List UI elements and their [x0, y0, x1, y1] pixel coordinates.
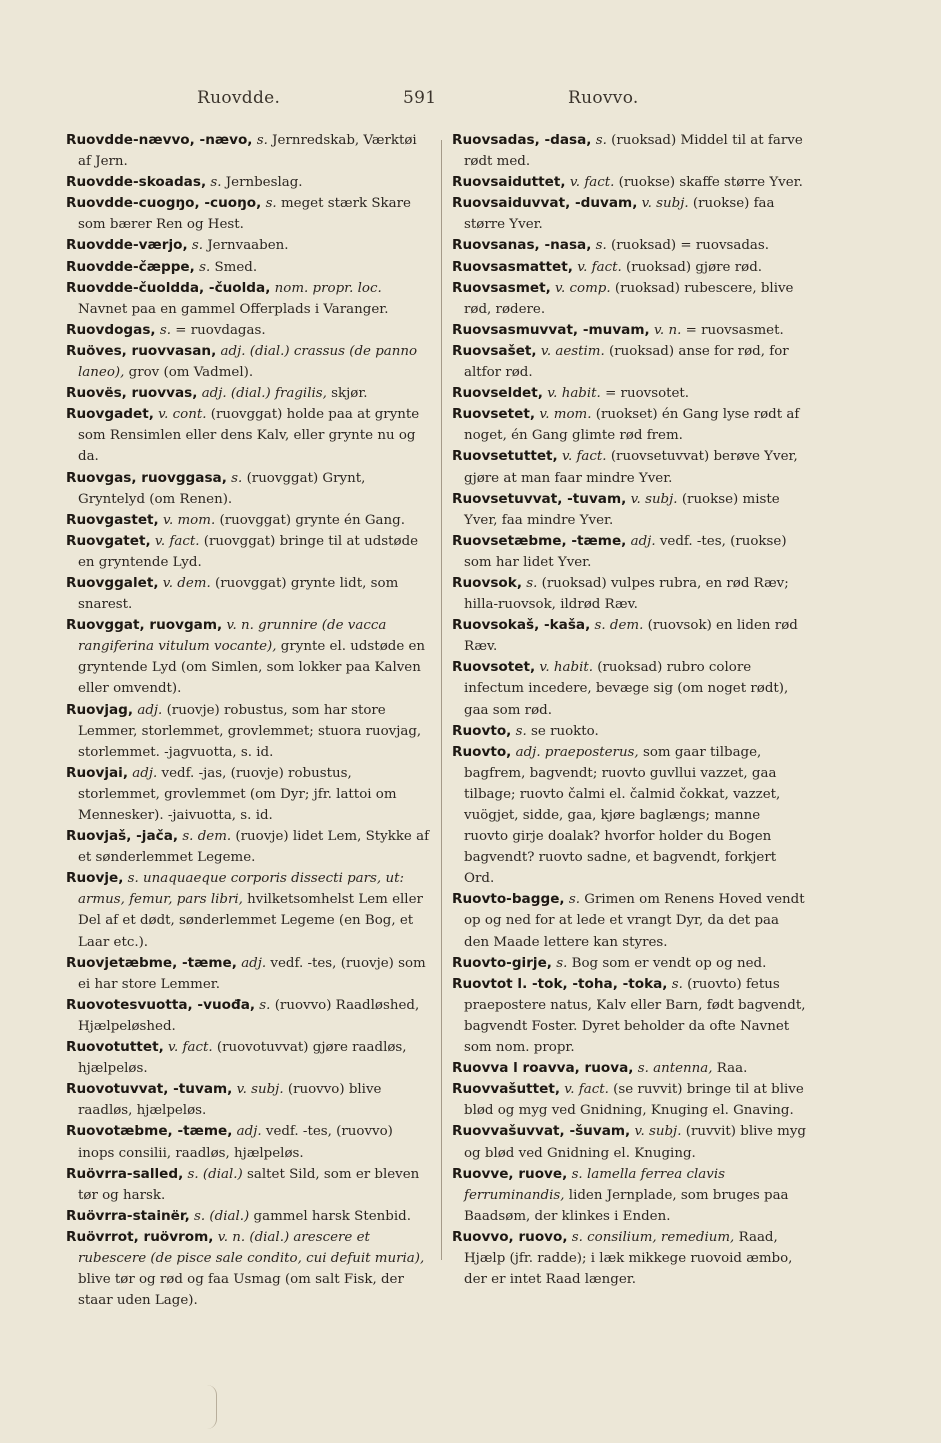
entry-headword: Ruövrrot, ruövrom, — [66, 1228, 214, 1245]
entry-definition: Jernvaaben. — [207, 238, 289, 254]
entry-grammar: s. — [556, 955, 568, 971]
entry-definition: (ruvvit) blive myg og blød ved Gnidning el. Knuging. — [464, 1124, 806, 1161]
entry-headword: Ruovsetet, — [452, 406, 536, 423]
entry-grammar: v. n. — [653, 322, 682, 338]
entry-grammar: s. — [265, 196, 277, 212]
entry-definition: Jernbeslag. — [225, 175, 303, 191]
dictionary-entry — [66, 341, 432, 383]
entry-definition: Raad, Hjælp (jfr. radde); i læk mikkege ruovoid æmbo, der er intet Raad længer. — [464, 1229, 793, 1288]
dictionary-entry — [452, 1058, 807, 1079]
entry-headword: Ruovsasmattet, — [452, 258, 573, 275]
entry-headword: Ruovjag, — [66, 701, 134, 718]
entry-headword: Ruovgas, ruovggasa, — [66, 469, 227, 486]
entry-definition: Raa. — [716, 1061, 748, 1077]
entry-grammar: v. cont. — [158, 407, 207, 423]
entry-headword: Ruovto, — [452, 743, 512, 760]
entry-definition: (ruoksad) gjøre rød. — [626, 259, 763, 275]
entry-definition: (ruoksad) rubro colore infectum incedere, bevæge sig (om noget rødt), gaa som rød. — [464, 660, 789, 718]
entry-definition: skjør. — [331, 386, 368, 402]
dictionary-entry — [66, 130, 432, 172]
page-edge-bracket — [206, 1385, 217, 1429]
entry-headword: Ruovdde-cuogŋo, -cuoŋo, — [66, 195, 262, 212]
entry-headword: Ruovsetuttet, — [452, 448, 558, 465]
entry-headword: Ruovsotet, — [452, 659, 536, 676]
entry-grammar: s. lamella ferrea clavis ferruminandis, — [464, 1166, 725, 1203]
entry-headword: Ruovsasmet, — [452, 279, 551, 296]
entry-grammar: v. dem. — [162, 575, 211, 591]
entry-definition: (ruovsetuvvat) berøve Yver, gjøre at man faar mindre Yver. — [464, 449, 798, 486]
entry-headword: Ruovsasmuvvat, -muvam, — [452, 321, 650, 338]
dictionary-entry — [452, 383, 807, 404]
entry-headword: Ruovdde-nævvo, -nævo, — [66, 132, 253, 148]
entry-grammar: s. — [159, 322, 171, 338]
dictionary-entry — [66, 868, 432, 952]
entry-definition: Jernredskab, Værktøi af Jern. — [78, 133, 417, 170]
entry-definition: Navnet paa en gammel Offerplads i Varanger. — [78, 301, 389, 317]
entry-headword: Ruovsok, — [452, 574, 522, 591]
left-column — [66, 130, 432, 1311]
entry-grammar: adj. — [132, 765, 158, 781]
entry-headword: Ruovsetuvvat, -tuvam, — [452, 490, 627, 507]
entry-grammar: v. fact. — [564, 1082, 609, 1098]
dictionary-entry — [452, 742, 807, 890]
entry-grammar: v. fact. — [168, 1040, 213, 1056]
dictionary-entry — [66, 953, 432, 995]
entry-definition: (ruokse) miste Yver, faa mindre Yver. — [464, 491, 780, 528]
dictionary-entry — [66, 404, 432, 467]
entry-headword: Ruovjetæbme, -tæme, — [66, 954, 237, 971]
entry-headword: Ruovotesvuotta, -vuođa, — [66, 996, 256, 1013]
entry-headword: Ruovdde-værjo, — [66, 237, 188, 254]
entry-definition: vedf. -tes, (ruokse) som har lidet Yver. — [464, 533, 787, 570]
entry-definition: (ruovvo) blive raadløs, hjælpeløs. — [78, 1082, 382, 1119]
entry-grammar: v. fact. — [577, 259, 622, 275]
entry-grammar: v. mom. — [163, 512, 216, 528]
entry-grammar: adj. — [236, 1124, 262, 1140]
entry-headword: Ruovsaiduvvat, -duvam, — [452, 195, 638, 212]
entry-definition: (ruovotuvvat) gjøre raadløs, hjælpeløs. — [78, 1040, 407, 1077]
entry-definition: (ruoksad) = ruovsadas. — [611, 238, 770, 254]
dictionary-entry — [452, 257, 807, 278]
entry-headword: Ruovvašuttet, — [452, 1081, 561, 1098]
dictionary-entry — [452, 320, 807, 341]
entry-grammar: s. — [515, 723, 527, 739]
entry-definition: saltet Sild, som er bleven tør og harsk. — [78, 1166, 420, 1203]
dictionary-entry — [452, 889, 807, 952]
entry-headword: Ruövrra-stainër, — [66, 1207, 190, 1224]
entry-headword: Ruovsašet, — [452, 342, 537, 359]
entry-grammar: v. mom. — [539, 407, 592, 423]
dictionary-entry — [66, 995, 432, 1037]
entry-headword: Ruovto-bagge, — [452, 891, 565, 908]
entry-headword: Ruovgatet, — [66, 532, 151, 549]
entry-definition: (ruoksad) rubescere, blive rød, rødere. — [464, 280, 794, 317]
dictionary-entry — [452, 1079, 807, 1121]
entry-grammar: v. subj. — [641, 196, 689, 212]
entry-definition: (se ruvvit) bringe til at blive blød og myg ved Gnidning, Knuging el. Gnaving. — [464, 1082, 804, 1119]
entry-grammar: v. habit. — [539, 660, 594, 676]
dictionary-entry — [452, 1164, 807, 1227]
entry-definition: vedf. -tes, (ruovvo) inops consilii, raadløs, hjælpeløs. — [78, 1124, 393, 1161]
dictionary-entry — [66, 1121, 432, 1163]
entry-definition: Grimen om Renens Hoved vendt op og ned for at lede et vrangt Dyr, da det paa den Maade lettere kan styres. — [464, 892, 805, 950]
entry-headword: Ruovve, ruove, — [452, 1165, 568, 1182]
entry-definition: vedf. -tes, (ruovje) som ei har store Lemmer. — [78, 955, 426, 992]
dictionary-entry — [66, 700, 432, 763]
entry-definition: (ruovvo) Raadløshed, Hjælpeløshed. — [78, 997, 420, 1034]
entry-grammar: adj. (dial.) crassus (de panno laneo), — [78, 343, 418, 381]
entry-grammar: adj. praeposterus, — [515, 744, 639, 760]
dictionary-entry — [66, 615, 432, 699]
entry-headword: Ruovje, — [66, 870, 124, 887]
entry-headword: Ruövrra-salled, — [66, 1165, 184, 1182]
entry-headword: Ruovseldet, — [452, 385, 543, 402]
entry-headword: Ruovjaš, -jača, — [66, 828, 179, 845]
entry-grammar: adj. — [137, 702, 163, 718]
entry-definition: (ruovggat) grynte lidt, som snarest. — [78, 575, 399, 613]
entry-grammar: v. aestim. — [540, 343, 605, 359]
dictionary-entry — [452, 657, 807, 720]
entry-definition: (ruovto) fetus praepostere natus, Kalv eller Barn, født bagvendt, bagvendt Foster. Dyret beholder da ofte Navnet som nom. propr. — [464, 976, 806, 1056]
entry-grammar: adj. (dial.) fragilis, — [201, 386, 327, 402]
entry-definition: gammel harsk Stenbid. — [253, 1208, 411, 1224]
dictionary-entry — [66, 320, 432, 341]
entry-headword: Ruovggat, ruovgam, — [66, 617, 223, 634]
page-number: 591 — [403, 88, 437, 108]
dictionary-entry — [66, 278, 432, 320]
entry-grammar: s. — [199, 259, 211, 275]
dictionary-entry — [452, 489, 807, 531]
entry-grammar: v. fact. — [569, 175, 615, 191]
dictionary-entry — [66, 1227, 432, 1311]
entry-definition: blive tør og rød og faa Usmag (om salt Fisk, der staar uden Lage). — [78, 1272, 404, 1309]
entry-definition: grynte el. udstøde en gryntende Lyd (om Simlen, som lokker paa Kalven eller omvendt). — [78, 639, 426, 697]
entry-headword: Ruovjai, — [66, 764, 129, 781]
dictionary-entry — [66, 510, 432, 531]
dictionary-entry — [66, 1164, 432, 1206]
entry-definition: Smed. — [214, 259, 258, 275]
column-divider — [441, 140, 442, 1260]
entry-headword: Ruovdde-čuoldda, -čuolda, — [66, 279, 271, 296]
dictionary-entry — [66, 383, 432, 404]
dictionary-entry — [452, 172, 807, 193]
entry-definition: = ruovsasmet. — [685, 322, 784, 338]
entry-grammar: s. — [210, 175, 222, 191]
entry-headword: Ruöves, ruovvasan, — [66, 342, 217, 359]
entry-headword: Ruovotuttet, — [66, 1039, 164, 1056]
entry-headword: Ruovto-girje, — [452, 954, 552, 971]
entry-headword: Ruovtot l. -tok, -toha, -toka, — [452, 975, 668, 992]
running-head-left: Ruovdde. — [197, 88, 281, 108]
entry-headword: Ruovsetæbme, -tæme, — [452, 532, 627, 549]
entry-grammar: s. (dial.) — [194, 1208, 250, 1224]
entry-definition: (ruovggat) grynte én Gang. — [219, 512, 405, 528]
dictionary-entry — [452, 615, 807, 657]
entry-definition: (ruoksad) vulpes rubra, en rød Ræv; hilla-ruovsok, ildrød Ræv. — [464, 575, 789, 613]
entry-headword: Ruovdde-čæppe, — [66, 258, 195, 275]
entry-grammar: s. — [256, 133, 268, 148]
entry-definition: (ruoksad) Middel til at farve rødt med. — [464, 133, 803, 170]
entry-grammar: v. subj. — [236, 1082, 284, 1098]
entry-headword: Ruovvašuvvat, -šuvam, — [452, 1123, 631, 1140]
entry-definition: (ruovggat) holde paa at grynte som Rensimlen eller dens Kalv, eller grynte nu og da. — [78, 407, 420, 465]
entry-definition: (ruovje) lidet Lem, Stykke af et sønderlemmet Legeme. — [78, 829, 430, 866]
dictionary-entry — [452, 193, 807, 235]
entry-headword: Ruovsokaš, -kaša, — [452, 617, 591, 634]
dictionary-entry — [66, 235, 432, 256]
entry-headword: Ruovdogas, — [66, 321, 156, 338]
entry-grammar: s. dem. — [594, 618, 644, 634]
entry-grammar: s. — [259, 997, 271, 1013]
entry-grammar: s. antenna, — [637, 1061, 713, 1077]
entry-grammar: s. — [671, 976, 683, 992]
entry-definition: grov (om Vadmel). — [128, 365, 254, 381]
entry-grammar: s. — [595, 238, 607, 254]
entry-grammar: s. — [191, 238, 204, 254]
entry-headword: Ruovto, — [452, 722, 512, 739]
entry-grammar: s. consilium, remedium, — [571, 1229, 735, 1245]
entry-grammar: v. subj. — [630, 491, 678, 507]
entry-headword: Ruovsanas, -nasa, — [452, 237, 592, 254]
entry-grammar: s. unaquaeque corporis dissecti pars, ut: armus, femur, pars libri, — [78, 871, 404, 908]
entry-headword: Ruovdde-skoadas, — [66, 174, 207, 191]
entry-grammar: nom. propr. loc. — [274, 280, 382, 296]
entry-grammar: v. n. grunnire (de vacca rangiferina vitulum vocante), — [78, 618, 387, 655]
dictionary-entry — [66, 573, 432, 615]
entry-grammar: s. — [231, 470, 243, 486]
dictionary-entry — [452, 1227, 807, 1290]
dictionary-entry — [66, 1037, 432, 1079]
entry-definition: (ruokse) skaffe større Yver. — [618, 175, 803, 191]
entry-definition: se ruokto. — [531, 723, 599, 739]
entry-definition: (ruokset) én Gang lyse rødt af noget, én Gang glimte rød frem. — [464, 407, 800, 444]
dictionary-entry — [452, 531, 807, 573]
entry-definition: (ruoksad) anse for rød, for altfor rød. — [464, 343, 789, 381]
dictionary-entry — [66, 531, 432, 573]
dictionary-entry — [66, 468, 432, 510]
dictionary-entry — [66, 826, 432, 868]
entry-grammar: v. fact. — [154, 533, 200, 549]
entry-grammar: v. comp. — [555, 280, 611, 296]
entry-definition: (ruovggat) Grynt, Gryntelyd (om Renen). — [78, 470, 366, 507]
entry-grammar: s. — [568, 892, 580, 908]
entry-headword: Ruovgastet, — [66, 511, 159, 528]
entry-headword: Ruovvo, ruovo, — [452, 1228, 568, 1245]
entry-definition: (ruokse) faa større Yver. — [464, 196, 775, 233]
entry-grammar: adj. — [630, 533, 656, 549]
dictionary-entry — [452, 974, 807, 1058]
entry-definition: Bog som er vendt op og ned. — [571, 955, 767, 971]
entry-definition: = ruovdagas. — [175, 322, 266, 338]
dictionary-entry — [452, 1121, 807, 1163]
entry-headword: Ruovggalet, — [66, 574, 159, 591]
entry-headword: Ruovva l roavva, ruova, — [452, 1060, 634, 1077]
entry-definition: liden Jernplade, som bruges paa Baadsøm, der klinkes i Enden. — [464, 1187, 789, 1224]
dictionary-entry — [452, 446, 807, 488]
dictionary-entry — [452, 573, 807, 615]
entry-definition: som gaar tilbage, bagfrem, bagvendt; ruovto guvllui vazzet, gaa tilbage; ruovto čalmi el. čalmid čokkat, vazzet, vuögjet, sidde, gaa, kjøre baglængs; manne ruovto girje doalak? hvorfor holder du Bogen bagvendt? ruovto sadne, et bagvendt, forkjert Ord. — [464, 744, 781, 887]
dictionary-entry — [66, 172, 432, 193]
entry-grammar: v. fact. — [561, 449, 607, 465]
dictionary-entry — [452, 721, 807, 742]
dictionary-entry — [452, 953, 807, 974]
dictionary-entry — [66, 257, 432, 278]
running-head-right: Ruovvo. — [568, 88, 639, 108]
entry-definition: (ruovsok) en liden rød Ræv. — [464, 618, 798, 655]
entry-definition: hvilketsomhelst Lem eller Del af et dødt, sønderlemmet Legeme (en Bog, et Laar etc.). — [78, 892, 423, 950]
entry-grammar: v. n. (dial.) arescere et rubescere (de pisce sale condito, cui defuit muria), — [78, 1229, 425, 1266]
entry-headword: Ruovsaiduttet, — [452, 174, 566, 191]
entry-definition: vedf. -jas, (ruovje) robustus, storlemmet, grovlemmet (om Dyr; jfr. lattoi om Mennesker). -jaivuotta, s. id. — [78, 765, 397, 823]
entry-headword: Ruovotæbme, -tæme, — [66, 1123, 233, 1140]
dictionary-entry — [452, 235, 807, 256]
entry-headword: Ruovotuvvat, -tuvam, — [66, 1081, 233, 1098]
entry-grammar: s. dem. — [182, 829, 232, 845]
right-column — [452, 130, 807, 1290]
entry-grammar: adj. — [241, 955, 267, 971]
entry-headword: Ruovgadet, — [66, 406, 154, 423]
entry-grammar: v. habit. — [547, 386, 601, 402]
entry-grammar: s. (dial.) — [187, 1166, 243, 1182]
entry-definition: (ruovggat) bringe til at udstøde en gryntende Lyd. — [78, 533, 419, 570]
dictionary-entry — [452, 278, 807, 320]
entry-definition: meget stærk Skare som bærer Ren og Hest. — [78, 196, 411, 233]
entry-grammar: s. — [526, 575, 538, 591]
dictionary-entry — [66, 763, 432, 826]
entry-headword: Ruovës, ruovvas, — [66, 385, 198, 402]
dictionary-entry — [66, 193, 432, 235]
dictionary-entry — [66, 1079, 432, 1121]
entry-headword: Ruovsadas, -dasa, — [452, 132, 592, 148]
entry-grammar: v. subj. — [634, 1124, 682, 1140]
entry-definition: = ruovsotet. — [605, 386, 690, 402]
dictionary-entry — [452, 404, 807, 446]
dictionary-entry — [452, 341, 807, 383]
dictionary-entry — [452, 130, 807, 172]
dictionary-entry — [66, 1206, 432, 1227]
entry-grammar: s. — [595, 133, 607, 148]
entry-definition: (ruovje) robustus, som har store Lemmer, storlemmet, grovlemmet; stuora ruovjag, storlemmet. -jagvuotta, s. id. — [78, 702, 422, 760]
